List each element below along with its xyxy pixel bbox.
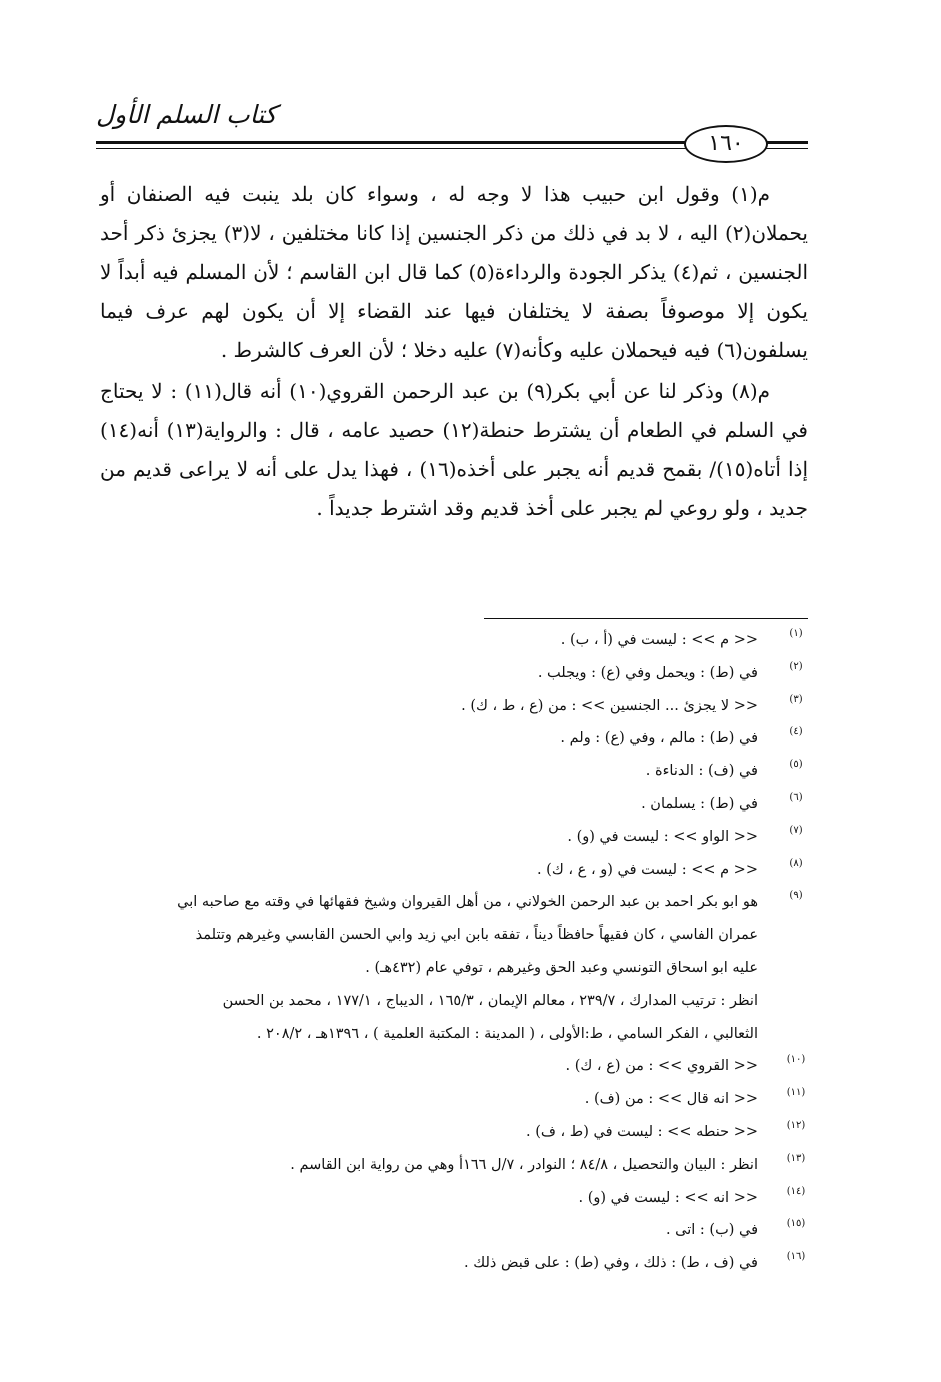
footnote-text: << حنطه >> : ليست في (ط ، ف) . (526, 1123, 758, 1140)
footnote-number: (٤) (789, 726, 803, 738)
footnote-text: في (ط) : يسلمان . (641, 795, 758, 812)
footnote-text: << م >> : ليست في (أ ، ب) . (560, 632, 758, 648)
footnote-text: << القروي >> : من (ع ، ك) . (565, 1058, 758, 1075)
footnote-number: (١٥) (786, 1218, 806, 1230)
footnote-text: في (ف) : الدناءة . (645, 763, 758, 780)
footnote-number: (١٠) (786, 1054, 806, 1066)
footnote-text: << الواو >> : ليست في (و) . (567, 828, 758, 845)
main-text (100, 175, 808, 528)
footnote (92, 755, 808, 788)
footnote (92, 690, 808, 723)
footnote-text: << انه قال >> : من (ف) . (584, 1091, 758, 1108)
footnotes (92, 624, 808, 1280)
footnote-number: (٦) (789, 791, 803, 803)
footnote-line: انظر : ترتيب المدارك ، ٢٣٩/٧ ، معالم الإيمان ، ١٦٥/٣ ، الديباج ، ١٧٧/١ ، محمد بن الحسن (222, 992, 758, 1009)
footnote-number: (٥) (789, 759, 803, 771)
footnote-number: (٣) (789, 693, 803, 705)
footnote (92, 1149, 808, 1182)
footnote-text: << انه >> : ليست في (و) . (578, 1189, 758, 1206)
footnote (92, 1182, 808, 1215)
footnote (92, 821, 808, 854)
footnote (92, 1083, 808, 1116)
footnote-line: الثعالبي ، الفكر السامي ، ط:الأولى ، ( المدينة : المكتبة العلمية ) ، ١٣٩٦هـ ، ٢٠٨/٢ . (256, 1025, 758, 1042)
footnote-line: عمران الفاسي ، كان فقيهاً حافظاً ديناً ، تفقه بابن ابي زيد وابي الحسن القابسي وغيرهم وتتلمذ (195, 927, 758, 944)
footnote (92, 1247, 808, 1280)
footnote-number: (٨) (789, 857, 803, 869)
footnote-number: (١١) (786, 1087, 806, 1099)
footnote-number: (٩) (789, 890, 803, 902)
footnote-number: (١) (789, 628, 803, 639)
footnote (92, 657, 808, 690)
paragraph: م(٨) وذكر لنا عن أبي بكر(٩) بن عبد الرحمن القروي(١٠) أنه قال(١١) : لا يحتاج في السلم في الطعام أن يشترط حنطة(١٢) حصيد عامه ، قال : والرواية(١٣) أنه(١٤) إذا أتاه(١٥)/ بقمح قديم أنه يجبر على أخذه(١٦) ، فهذا يدل على أنه لا يراعى قديم من جديد ، ولو روعي لم يجبر على أخذ قديم وقد اشترط جديداً . (100, 379, 809, 520)
footnote-text: في (ط) : ويحمل وفي (ع) : ويجلب . (537, 664, 758, 681)
footnote-number: (١٦) (786, 1251, 806, 1263)
footnote-text (92, 886, 758, 1050)
footnote-separator (484, 618, 808, 619)
footnote-text: << م >> : ليست في (و ، ع ، ك) . (536, 861, 758, 878)
footnote-line: عليه ابو اسحاق التونسي وعبد الحق وغيرهم ، توفي عام (٤٣٢هـ) . (365, 959, 758, 976)
page-number: ١٦٠ (684, 125, 768, 163)
footnote (92, 624, 808, 657)
footnote (92, 1050, 808, 1083)
footnote-number: (١٢) (786, 1119, 806, 1131)
footnote-number: (١٣) (786, 1152, 806, 1164)
footnote (92, 854, 808, 887)
footnote (92, 1116, 808, 1149)
footnote-number: (٢) (789, 660, 803, 672)
footnote-line: هو ابو بكر احمد بن عبد الرحمن الخولاني ، من أهل القيروان وشيخ فقهائها في وقته مع صاحبه ابي (177, 894, 758, 911)
footnote (92, 788, 808, 821)
footnote (92, 1214, 808, 1247)
footnote-number: (٧) (789, 824, 803, 836)
footnote (92, 886, 808, 1050)
paragraph: م(١) وقول ابن حبيب هذا لا وجه له ، وسواء كان بلد ينبت فيه الصنفان أو يحملان(٢) اليه ، لا بد في ذلك من ذكر الجنسين إذا كانا مختلفين ، لا(٣) يجزئ ذكر أحد الجنسين ، ثم(٤) يذكر الجودة والرداءة(٥) كما قال ابن القاسم ؛ لأن المسلم فيه أبداً لا يكون إلا موصوفاً بصفة لا يختلفان فيها عند القضاء إلا أن يكون لهم عرف فيما يسلفون(٦) فيه فيحملان عليه وكأنه(٧) عليه دخلا ؛ لأن العرف كالشرط . (100, 182, 809, 362)
footnote-text: في (ب) : اتى . (665, 1222, 758, 1239)
footnote-text: << لا يجزئ ... الجنسين >> : من (ع ، ط ، ك) . (461, 697, 758, 714)
footnote-text: في (ف ، ط) : ذلك ، وفي (ط) : على قبض ذلك . (464, 1255, 758, 1272)
footnote-number: (١٤) (786, 1185, 806, 1197)
running-header-title: كتاب السلم الأول (96, 100, 277, 129)
footnote-text: في (ط) : مالم ، وفي (ع) : ولم . (560, 730, 758, 747)
footnote (92, 722, 808, 755)
footnote-text: انظر : البيان والتحصيل ، ٨٤/٨ ؛ النوادر ، ٧/ل ١٦٦أ وهي من رواية ابن القاسم . (290, 1156, 758, 1173)
